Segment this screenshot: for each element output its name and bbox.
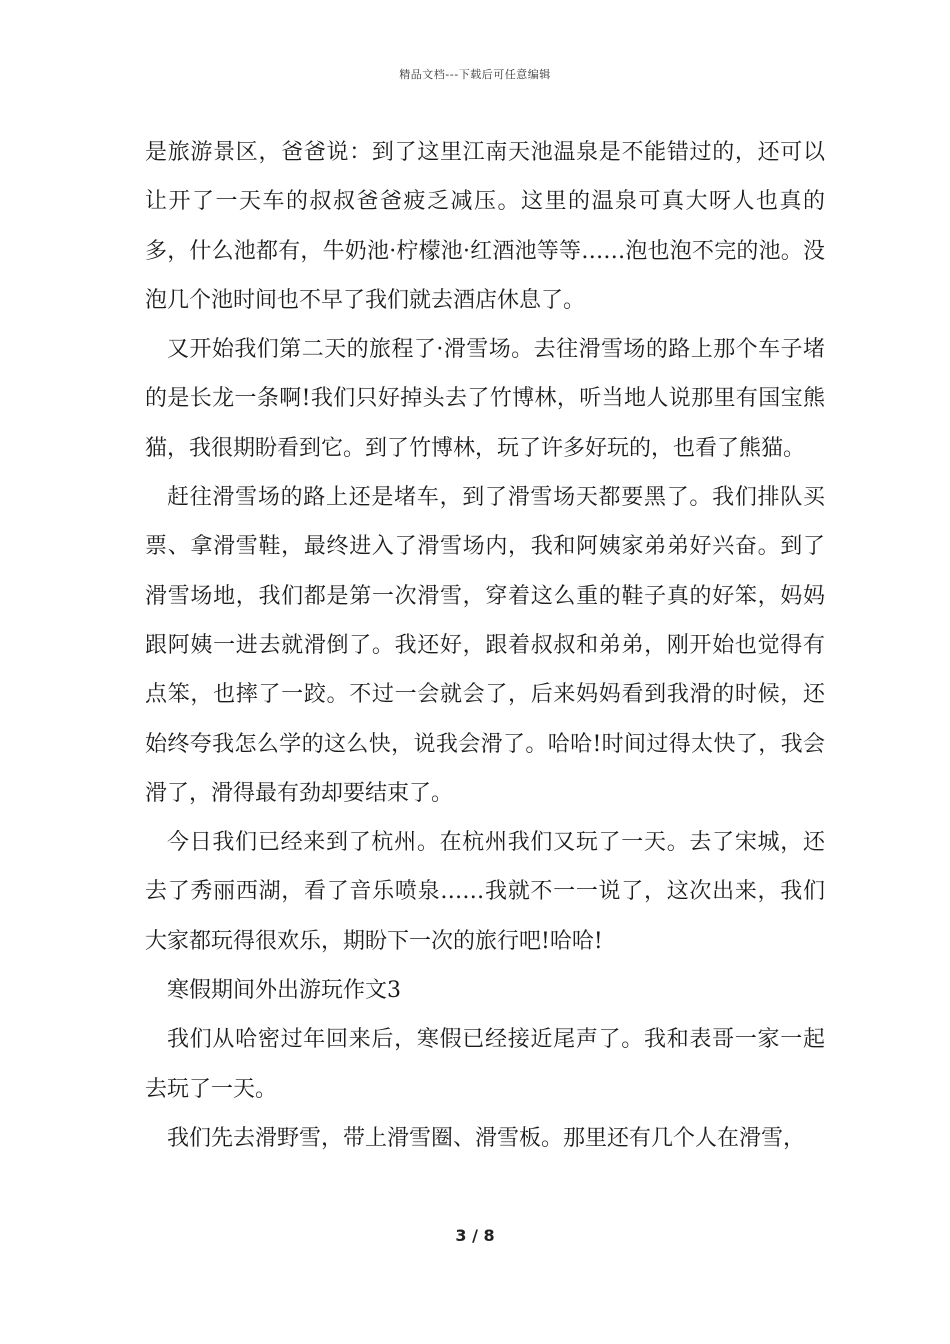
paragraph-return-from-hami: 我们从哈密过年回来后，寒假已经接近尾声了。我和表哥一家一起去玩了一天。 xyxy=(145,1027,825,1102)
section-heading: 寒假期间外出游玩作文3 xyxy=(167,978,401,1004)
paragraph-wild-skiing: 我们先去滑野雪，带上滑雪圈、滑雪板。那里还有几个人在滑雪， xyxy=(167,1125,806,1151)
paragraph-second-day: 又开始我们第二天的旅程了·滑雪场。去往滑雪场的路上那个车子堵的是长龙一条啊!我们只好掉头去了竹博林，听当地人说那里有国宝熊猫，我很期盼看到它。到了竹博林，玩了许多好玩的，也看了熊猫。 xyxy=(145,337,825,461)
paragraph-continuation: 是旅游景区，爸爸说：到了这里江南天池温泉是不能错过的，还可以让开了一天车的叔叔爸爸疲乏减压。这里的温泉可真大呀人也真的多，什么池都有，牛奶池·柠檬池·红酒池等等……泡也泡不完的池。没泡几个池时间也不早了我们就去酒店休息了。 xyxy=(145,140,825,313)
page-number: 3 / 8 xyxy=(455,1226,495,1245)
document-body xyxy=(145,128,825,1163)
paragraph-hangzhou: 今日我们已经来到了杭州。在杭州我们又玩了一天。去了宋城，还去了秀丽西湖，看了音乐喷泉……我就不一一说了，这次出来，我们大家都玩得很欢乐，期盼下一次的旅行吧!哈哈! xyxy=(145,830,825,954)
paragraph-ski-resort: 赶往滑雪场的路上还是堵车，到了滑雪场天都要黑了。我们排队买票、拿滑雪鞋，最终进入了滑雪场内，我和阿姨家弟弟好兴奋。到了滑雪场地，我们都是第一次滑雪，穿着这么重的鞋子真的好笨，妈妈跟阿姨一进去就滑倒了。我还好，跟着叔叔和弟弟，刚开始也觉得有点笨，也摔了一跤。不过一会就会了，后来妈妈看到我滑的时候，还始终夸我怎么学的这么快，说我会滑了。哈哈!时间过得太快了，我会滑了，滑得最有劲却要结束了。 xyxy=(145,485,825,806)
page-header: 精品文档---下载后可任意编辑 xyxy=(399,68,551,81)
